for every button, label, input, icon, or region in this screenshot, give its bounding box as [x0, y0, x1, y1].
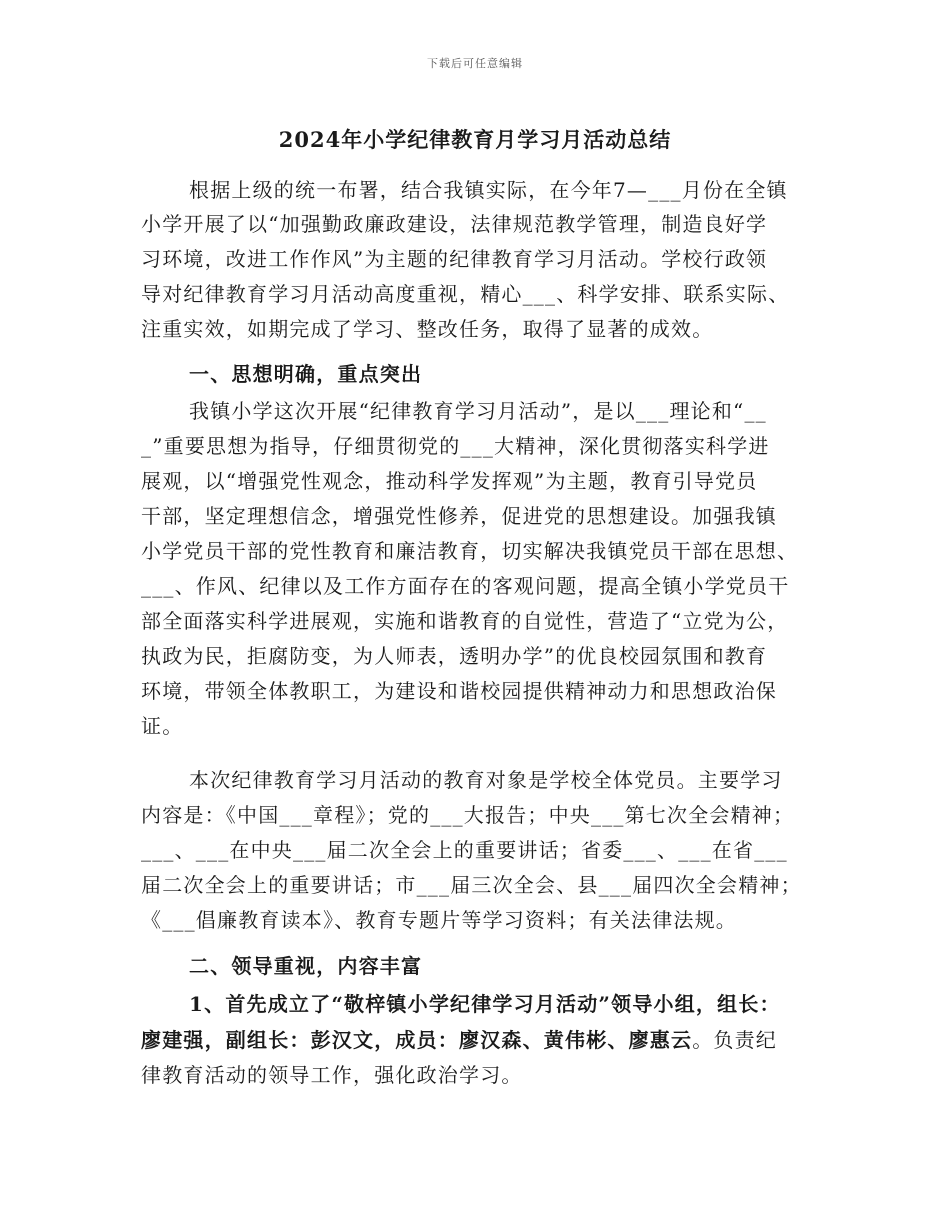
paragraph-line: 习环境，改进工作作风”为主题的纪律教育学习月活动。学校行政领 — [141, 247, 768, 271]
paragraph-line: 部全面落实科学进展观，实施和谐教育的自觉性，营造了“立党为公， — [141, 609, 789, 633]
paragraph-line: 导对纪律教育学习月活动高度重视，精心___、科学安排、联系实际、 — [141, 282, 790, 306]
section-heading: 一、思想明确，重点突出 — [189, 362, 423, 386]
list-item-line: 律教育活动的领导工作，强化政治学习。 — [141, 1063, 523, 1087]
list-item-line — [141, 1024, 821, 1056]
section-heading: 二、领导重视，内容丰富 — [189, 954, 423, 978]
paragraph-line: 小学党员干部的党性教育和廉洁教育，切实解决我镇党员干部在思想、 — [141, 539, 799, 563]
paragraph-line: 展观，以“增强党性观念，推动科学发挥观”为主题，教育引导党员 — [141, 469, 758, 493]
paragraph-line: 干部，坚定理想信念，增强党性修养，促进党的思想建设。加强我镇 — [141, 504, 777, 528]
header-note: 下载后可任意编辑 — [427, 57, 523, 70]
paragraph-line: 注重实效，如期完成了学习、整改任务，取得了显著的成效。 — [141, 317, 714, 341]
paragraph-line: 根据上级的统一布署，结合我镇实际，在今年7—___月份在全镇 — [189, 178, 788, 202]
paragraph-line: 小学开展了以“加强勤政廉政建设，法律规范教学管理，制造良好学 — [141, 212, 768, 236]
paragraph-line: 环境，带领全体教职工，为建设和谐校园提供精神动力和思想政治保 — [141, 679, 777, 703]
group-members-text: 廖建强，副组长：彭汉文，成员：廖汉森、黄伟彬、廖惠云 — [141, 1028, 693, 1052]
paragraph-line: 《___倡廉教育读本》、教育专题片等学习资料；有关法律法规。 — [141, 908, 737, 932]
paragraph-line: 执政为民，拒腐防变，为人师表，透明办学”的优良校园氛围和教育 — [141, 644, 768, 668]
paragraph-line: 证。 — [141, 714, 184, 738]
paragraph-line: ___、作风、纪律以及工作方面存在的客观问题，提高全镇小学党员干 — [141, 574, 790, 598]
document-title: 2024年小学纪律教育月学习月活动总结 — [278, 127, 672, 152]
paragraph-line: 届二次全会上的重要讲话；市___届三次全会、县___届四次全会精神； — [141, 873, 802, 897]
paragraph-line: _”重要思想为指导，仔细贯彻党的___大精神，深化贯彻落实科学进 — [141, 434, 770, 458]
paragraph-line: ___、___在中央___届二次全会上的重要讲话；省委___、___在省___ — [141, 838, 788, 862]
paragraph-line: 我镇小学这次开展“纪律教育学习月活动”，是以___理论和“__ — [189, 399, 767, 423]
paragraph-line: 内容是：《中国___章程》；党的___大报告；中央___第七次全会精神； — [141, 803, 795, 827]
paragraph-line: 本次纪律教育学习月活动的教育对象是学校全体党员。主要学习 — [189, 768, 783, 792]
responsibility-text: 。负责纪 — [692, 1028, 778, 1052]
list-item-line: 1、首先成立了“敬梓镇小学纪律学习月活动”领导小组，组长： — [189, 992, 781, 1016]
